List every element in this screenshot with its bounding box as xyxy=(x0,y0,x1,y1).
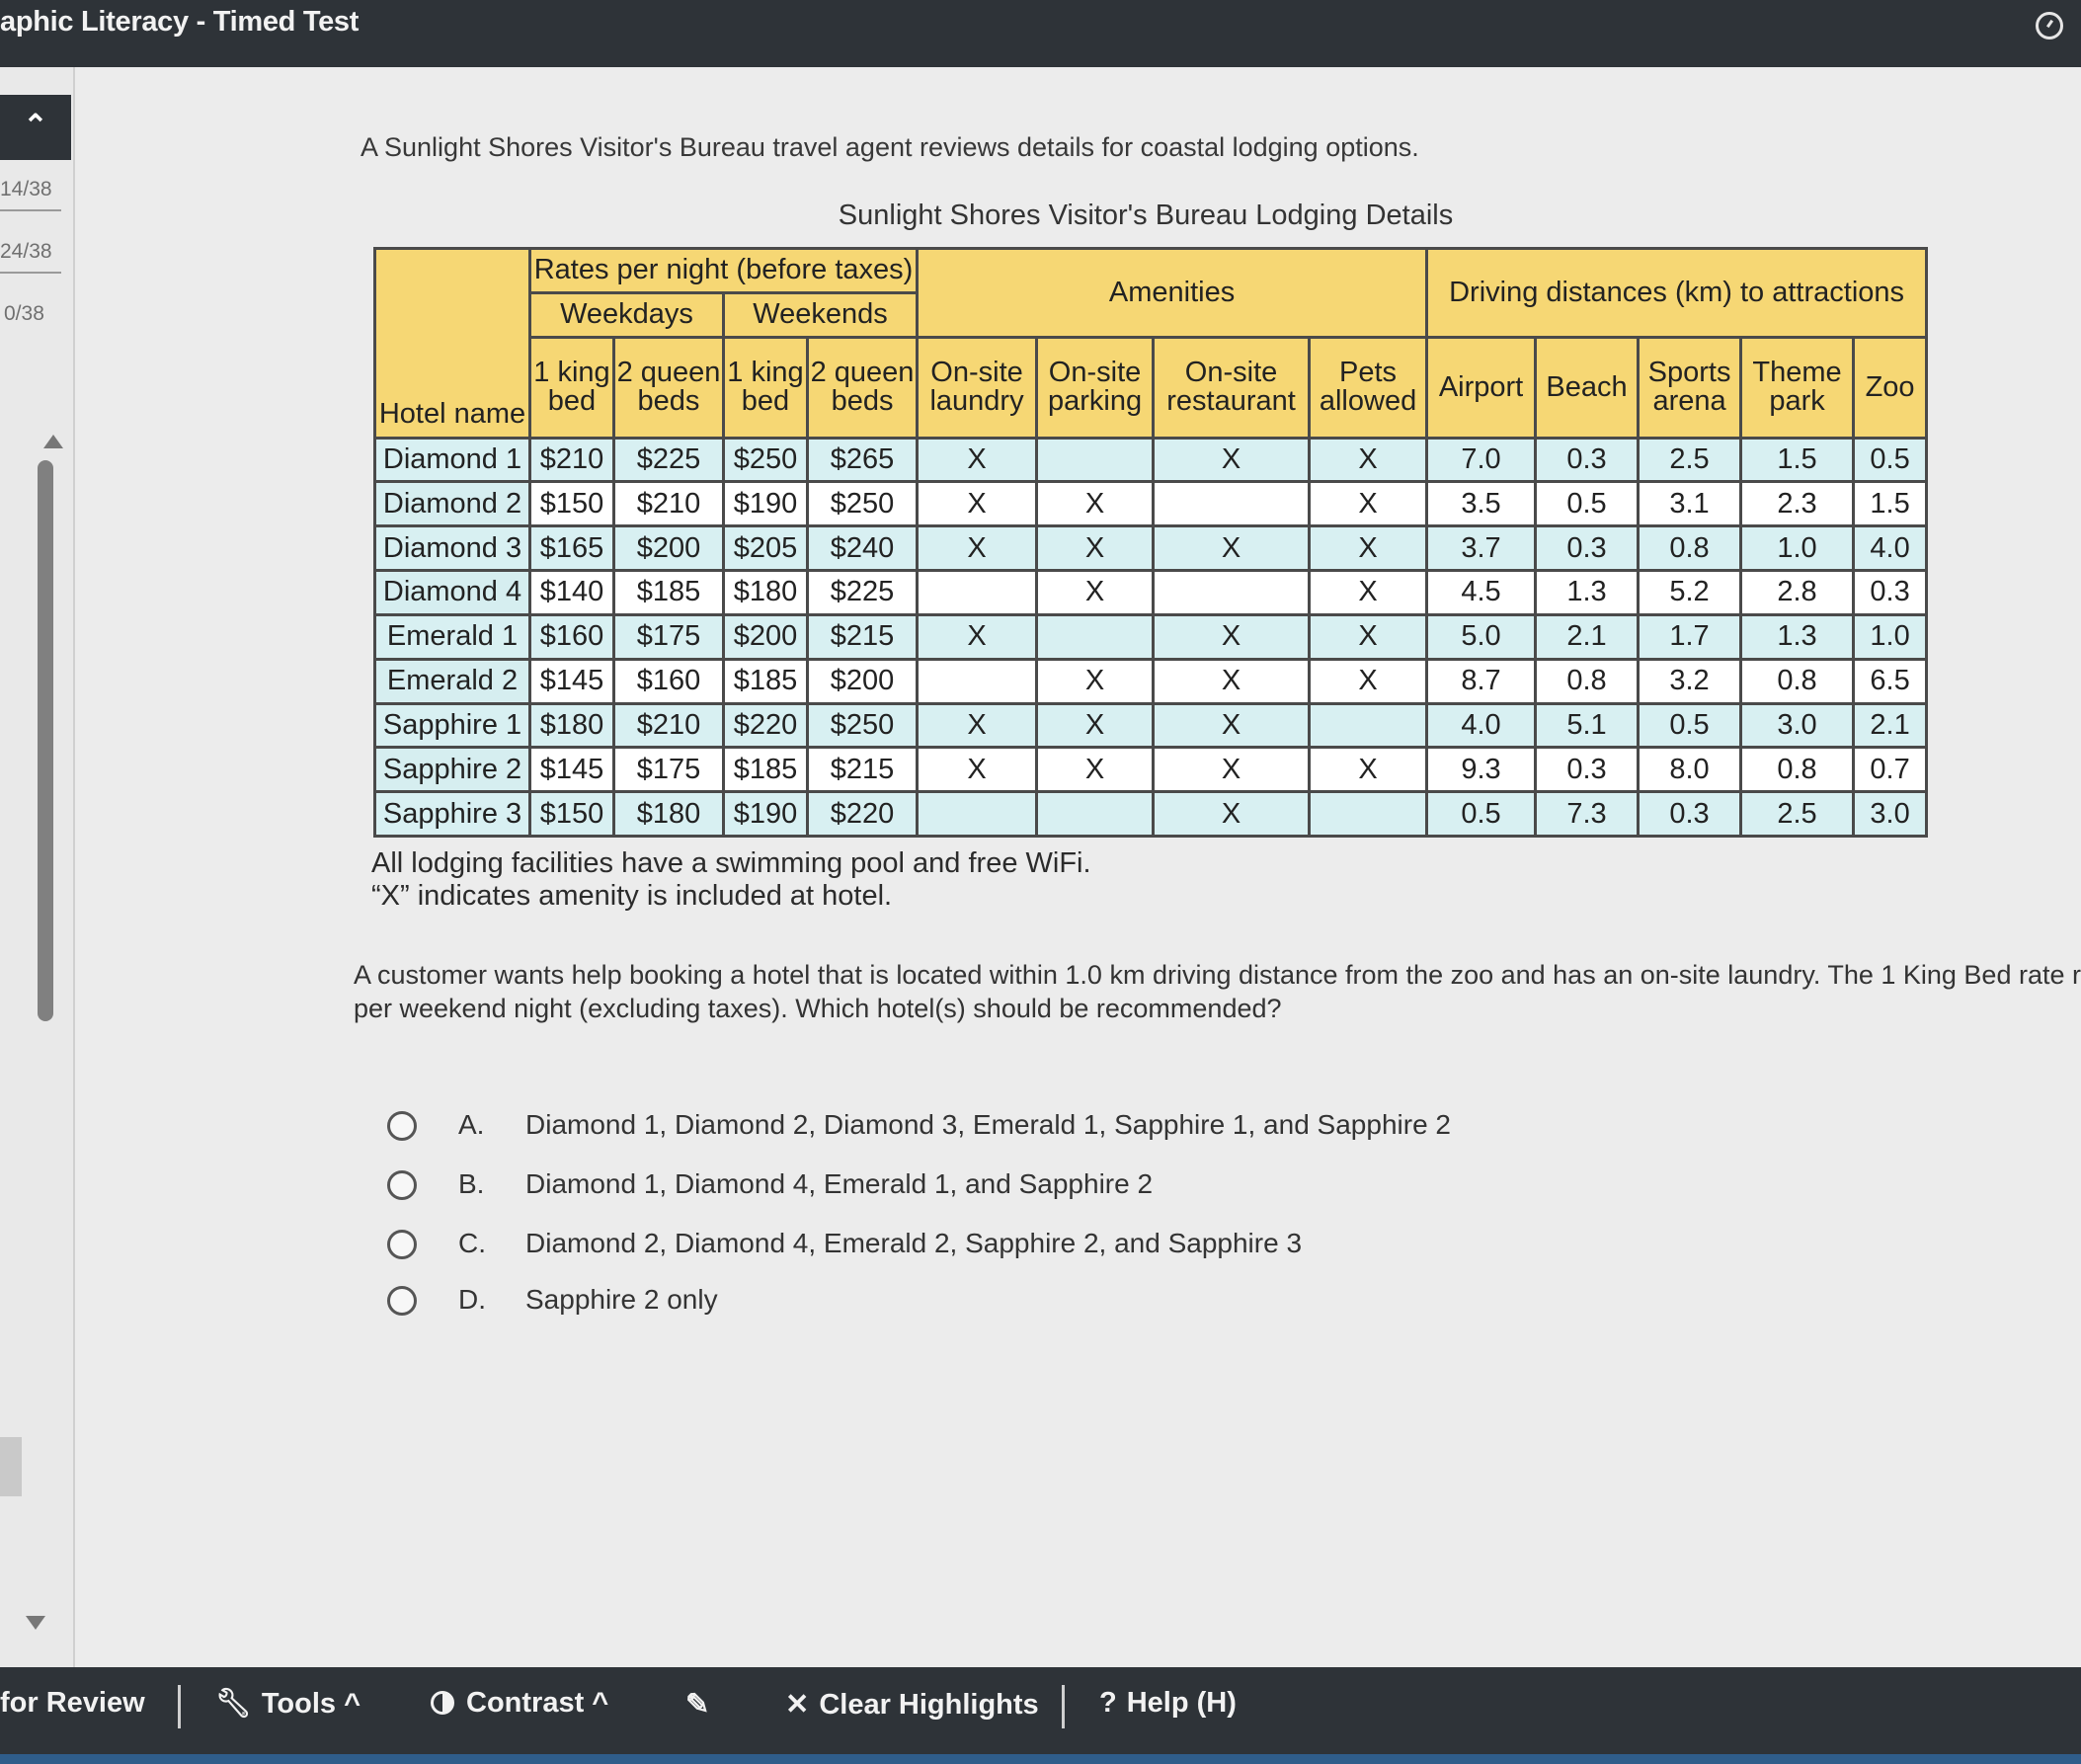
distance-col-header: Beach xyxy=(1536,337,1639,438)
table-row xyxy=(375,526,1927,571)
rate-cell: $185 xyxy=(724,748,808,792)
rate-col-header: 1 king bed xyxy=(724,337,808,438)
distance-cell: 1.3 xyxy=(1536,571,1639,615)
amenity-cell: X xyxy=(1037,482,1154,526)
distance-cell: 2.5 xyxy=(1741,792,1854,837)
distance-cell: 1.0 xyxy=(1854,614,1927,659)
distance-cell: 1.0 xyxy=(1741,526,1854,571)
distance-cell: 0.8 xyxy=(1741,659,1854,703)
amenity-cell xyxy=(1037,438,1154,482)
distance-cell: 6.5 xyxy=(1854,659,1927,703)
distance-col-header: Zoo xyxy=(1854,337,1927,438)
hotel-name-cell: Diamond 2 xyxy=(375,482,530,526)
question-line-2: per weekend night (excluding taxes). Which hotel(s) should be recommended? xyxy=(354,994,1282,1023)
title-bar xyxy=(0,0,2081,67)
choice-letter: B. xyxy=(458,1168,485,1199)
rate-col-header: 2 queen beds xyxy=(808,337,918,438)
hotel-name-cell: Diamond 1 xyxy=(375,438,530,482)
distance-cell: 2.1 xyxy=(1854,703,1927,748)
table-row xyxy=(375,659,1927,703)
progress-3[interactable]: 0/38 xyxy=(4,302,44,325)
distance-cell: 5.0 xyxy=(1427,614,1536,659)
rate-cell: $180 xyxy=(724,571,808,615)
distance-cell: 0.8 xyxy=(1639,526,1741,571)
clock-icon[interactable] xyxy=(2036,12,2063,40)
distance-cell: 3.7 xyxy=(1427,526,1536,571)
amenity-cell xyxy=(1310,792,1427,837)
amenity-cell: X xyxy=(1037,571,1154,615)
choice-letter: D. xyxy=(458,1284,486,1315)
amenity-cell: X xyxy=(918,614,1037,659)
rate-cell: $185 xyxy=(724,659,808,703)
distance-cell: 4.0 xyxy=(1854,526,1927,571)
amenity-cell: X xyxy=(1310,482,1427,526)
rate-cell: $250 xyxy=(808,482,918,526)
rate-cell: $220 xyxy=(724,703,808,748)
intro-text: A Sunlight Shores Visitor's Bureau travel agent reviews details for coastal lodging options. xyxy=(360,132,1419,162)
distance-cell: 3.5 xyxy=(1427,482,1536,526)
table-note-pool: All lodging facilities have a swimming pool and free WiFi. xyxy=(371,847,1091,879)
rate-cell: $220 xyxy=(808,792,918,837)
table-row xyxy=(375,438,1927,482)
choice-letter: C. xyxy=(458,1228,486,1258)
amenity-cell: X xyxy=(1037,659,1154,703)
header-hotel-name: Hotel name xyxy=(375,249,530,439)
rate-cell: $190 xyxy=(724,792,808,837)
distance-cell: 3.1 xyxy=(1639,482,1741,526)
distance-cell: 2.5 xyxy=(1639,438,1741,482)
distance-cell: 0.5 xyxy=(1639,703,1741,748)
distance-cell: 0.8 xyxy=(1741,748,1854,792)
radio-d[interactable] xyxy=(387,1286,417,1316)
clear-highlights-button[interactable] xyxy=(785,1687,1039,1722)
rate-cell: $250 xyxy=(724,438,808,482)
rate-cell: $140 xyxy=(530,571,614,615)
chevron-up-icon: ^ xyxy=(344,1688,361,1720)
rate-cell: $160 xyxy=(614,659,724,703)
amenity-cell: X xyxy=(1310,438,1427,482)
header-rates: Rates per night (before taxes) xyxy=(530,249,918,293)
tools-label: Tools xyxy=(261,1688,337,1720)
amenity-cell: X xyxy=(1037,526,1154,571)
help-button[interactable] xyxy=(1099,1687,1237,1720)
clear-highlights-label: Clear Highlights xyxy=(819,1689,1039,1721)
rate-col-header: 2 queen beds xyxy=(614,337,724,438)
scrollbar-thumb[interactable] xyxy=(38,460,53,1021)
amenity-col-header: Pets allowed xyxy=(1310,337,1427,438)
question-line-1: A customer wants help booking a hotel that is located within 1.0 km driving distance from the zoo and has an on-site laundry. The 1 King Bed rate r xyxy=(354,960,2081,990)
chevron-up-icon: ⌃ xyxy=(23,110,48,142)
amenity-col-header: On-site laundry xyxy=(918,337,1037,438)
distance-cell: 2.1 xyxy=(1536,614,1639,659)
rate-cell: $210 xyxy=(530,438,614,482)
highlighter-button[interactable] xyxy=(685,1687,709,1722)
distance-cell: 0.3 xyxy=(1854,571,1927,615)
amenity-cell: X xyxy=(918,703,1037,748)
rate-col-header: 1 king bed xyxy=(530,337,614,438)
amenity-cell: X xyxy=(1310,659,1427,703)
table-row xyxy=(375,748,1927,792)
amenity-cell: X xyxy=(918,748,1037,792)
rate-cell: $200 xyxy=(614,526,724,571)
question-navigator xyxy=(0,67,75,1667)
table-title: Sunlight Shores Visitor's Bureau Lodging Details xyxy=(838,200,1454,231)
highlighter-icon: ✎ xyxy=(685,1689,710,1721)
distance-cell: 1.3 xyxy=(1741,614,1854,659)
distance-col-header: Sports arena xyxy=(1639,337,1741,438)
radio-c[interactable] xyxy=(387,1230,417,1259)
amenity-cell: X xyxy=(1310,571,1427,615)
rate-cell: $205 xyxy=(724,526,808,571)
contrast-button[interactable] xyxy=(431,1687,608,1720)
amenity-cell xyxy=(918,571,1037,615)
choice-text: Diamond 2, Diamond 4, Emerald 2, Sapphire 2, and Sapphire 3 xyxy=(525,1228,1303,1258)
hotel-name-cell: Sapphire 2 xyxy=(375,748,530,792)
rate-cell: $250 xyxy=(808,703,918,748)
progress-2[interactable]: 24/38 xyxy=(0,240,61,274)
distance-cell: 0.5 xyxy=(1536,482,1639,526)
distance-cell: 5.1 xyxy=(1536,703,1639,748)
table-row xyxy=(375,482,1927,526)
hotel-name-cell: Emerald 1 xyxy=(375,614,530,659)
rate-cell: $210 xyxy=(614,482,724,526)
rate-cell: $210 xyxy=(614,703,724,748)
amenity-cell xyxy=(1154,571,1310,615)
amenity-cell xyxy=(918,792,1037,837)
distance-cell: 4.0 xyxy=(1427,703,1536,748)
amenity-cell: X xyxy=(1037,748,1154,792)
distance-cell: 7.3 xyxy=(1536,792,1639,837)
hotel-name-cell: Sapphire 3 xyxy=(375,792,530,837)
window-title: aphic Literacy - Timed Test xyxy=(0,6,360,38)
amenity-cell: X xyxy=(918,482,1037,526)
amenity-cell: X xyxy=(1154,703,1310,748)
distance-cell: 2.3 xyxy=(1741,482,1854,526)
amenity-cell: X xyxy=(1154,659,1310,703)
amenity-cell xyxy=(1037,792,1154,837)
lodging-table xyxy=(373,247,1928,838)
distance-cell: 0.8 xyxy=(1536,659,1639,703)
distance-cell: 3.0 xyxy=(1854,792,1927,837)
bottom-toolbar xyxy=(0,1667,2081,1764)
amenity-cell xyxy=(918,659,1037,703)
rate-cell: $200 xyxy=(808,659,918,703)
table-note-x: “X” indicates amenity is included at hotel. xyxy=(371,880,893,912)
choice-letter: A. xyxy=(458,1109,485,1140)
rate-cell: $145 xyxy=(530,659,614,703)
rate-cell: $150 xyxy=(530,482,614,526)
distance-cell: 8.7 xyxy=(1427,659,1536,703)
distance-cell: 1.7 xyxy=(1639,614,1741,659)
distance-cell: 0.3 xyxy=(1639,792,1741,837)
amenity-cell: X xyxy=(918,526,1037,571)
amenity-cell: X xyxy=(1310,748,1427,792)
mark-for-review-label: for Review xyxy=(0,1687,145,1719)
wrench-icon: 🔧︎ xyxy=(215,1688,252,1720)
scroll-up-icon[interactable] xyxy=(43,435,63,448)
contrast-label: Contrast xyxy=(466,1687,585,1719)
distance-cell: 1.5 xyxy=(1854,482,1927,526)
amenity-cell xyxy=(1154,482,1310,526)
amenity-col-header: On-site restaurant xyxy=(1154,337,1310,438)
help-label: Help (H) xyxy=(1126,1687,1237,1719)
amenity-cell: X xyxy=(1154,748,1310,792)
rate-cell: $200 xyxy=(724,614,808,659)
progress-1[interactable]: 14/38 xyxy=(0,178,61,211)
distance-col-header: Airport xyxy=(1427,337,1536,438)
distance-cell: 9.3 xyxy=(1427,748,1536,792)
rate-cell: $190 xyxy=(724,482,808,526)
hotel-name-cell: Diamond 4 xyxy=(375,571,530,615)
header-weekdays: Weekdays xyxy=(530,292,724,337)
scroll-down-icon[interactable] xyxy=(26,1616,45,1630)
amenity-cell: X xyxy=(1154,614,1310,659)
header-weekends: Weekends xyxy=(724,292,918,337)
rate-cell: $165 xyxy=(530,526,614,571)
bottom-accent-stripe xyxy=(0,1754,2081,1764)
rate-cell: $215 xyxy=(808,748,918,792)
chevron-up-icon: ^ xyxy=(592,1687,609,1719)
distance-col-header: Theme park xyxy=(1741,337,1854,438)
hotel-name-cell: Sapphire 1 xyxy=(375,703,530,748)
amenity-cell: X xyxy=(1154,438,1310,482)
rate-cell: $215 xyxy=(808,614,918,659)
table-row xyxy=(375,703,1927,748)
distance-cell: 7.0 xyxy=(1427,438,1536,482)
rate-cell: $175 xyxy=(614,614,724,659)
collapse-button[interactable] xyxy=(0,95,71,160)
rate-cell: $145 xyxy=(530,748,614,792)
rate-cell: $150 xyxy=(530,792,614,837)
question-text xyxy=(354,958,2081,1025)
rate-cell: $225 xyxy=(808,571,918,615)
rate-cell: $185 xyxy=(614,571,724,615)
rate-cell: $175 xyxy=(614,748,724,792)
hotel-name-cell: Emerald 2 xyxy=(375,659,530,703)
choice-text: Diamond 1, Diamond 4, Emerald 1, and Sapphire 2 xyxy=(525,1168,1154,1199)
amenity-col-header: On-site parking xyxy=(1037,337,1154,438)
distance-cell: 2.8 xyxy=(1741,571,1854,615)
divider xyxy=(178,1685,181,1728)
mark-for-review-button[interactable] xyxy=(0,1687,145,1720)
choice-text: Sapphire 2 only xyxy=(525,1284,718,1315)
close-icon: ✕ xyxy=(785,1689,810,1721)
divider xyxy=(1062,1685,1065,1728)
amenity-cell xyxy=(1310,703,1427,748)
rate-cell: $180 xyxy=(614,792,724,837)
amenity-cell: X xyxy=(918,438,1037,482)
amenity-cell xyxy=(1037,614,1154,659)
header-amenities: Amenities xyxy=(918,249,1427,338)
radio-b[interactable] xyxy=(387,1170,417,1200)
distance-cell: 1.5 xyxy=(1741,438,1854,482)
distance-cell: 4.5 xyxy=(1427,571,1536,615)
distance-cell: 5.2 xyxy=(1639,571,1741,615)
tools-button[interactable] xyxy=(215,1687,360,1721)
table-row xyxy=(375,792,1927,837)
distance-cell: 0.3 xyxy=(1536,438,1639,482)
distance-cell: 0.7 xyxy=(1854,748,1927,792)
distance-cell: 3.2 xyxy=(1639,659,1741,703)
distance-cell: 0.3 xyxy=(1536,526,1639,571)
distance-cell: 8.0 xyxy=(1639,748,1741,792)
rate-cell: $180 xyxy=(530,703,614,748)
help-icon: ? xyxy=(1099,1687,1117,1719)
amenity-cell: X xyxy=(1310,614,1427,659)
distance-cell: 0.5 xyxy=(1854,438,1927,482)
table-row xyxy=(375,571,1927,615)
distance-cell: 0.3 xyxy=(1536,748,1639,792)
distance-cell: 3.0 xyxy=(1741,703,1854,748)
distance-cell: 0.5 xyxy=(1427,792,1536,837)
choice-text: Diamond 1, Diamond 2, Diamond 3, Emerald 1, Sapphire 1, and Sapphire 2 xyxy=(525,1109,1451,1140)
contrast-icon xyxy=(431,1691,454,1715)
header-distances: Driving distances (km) to attractions xyxy=(1427,249,1927,338)
side-tab[interactable] xyxy=(0,1437,22,1496)
hotel-name-cell: Diamond 3 xyxy=(375,526,530,571)
amenity-cell: X xyxy=(1037,703,1154,748)
rate-cell: $160 xyxy=(530,614,614,659)
table-row xyxy=(375,614,1927,659)
amenity-cell: X xyxy=(1310,526,1427,571)
rate-cell: $265 xyxy=(808,438,918,482)
radio-a[interactable] xyxy=(387,1111,417,1141)
amenity-cell: X xyxy=(1154,526,1310,571)
rate-cell: $225 xyxy=(614,438,724,482)
rate-cell: $240 xyxy=(808,526,918,571)
amenity-cell: X xyxy=(1154,792,1310,837)
